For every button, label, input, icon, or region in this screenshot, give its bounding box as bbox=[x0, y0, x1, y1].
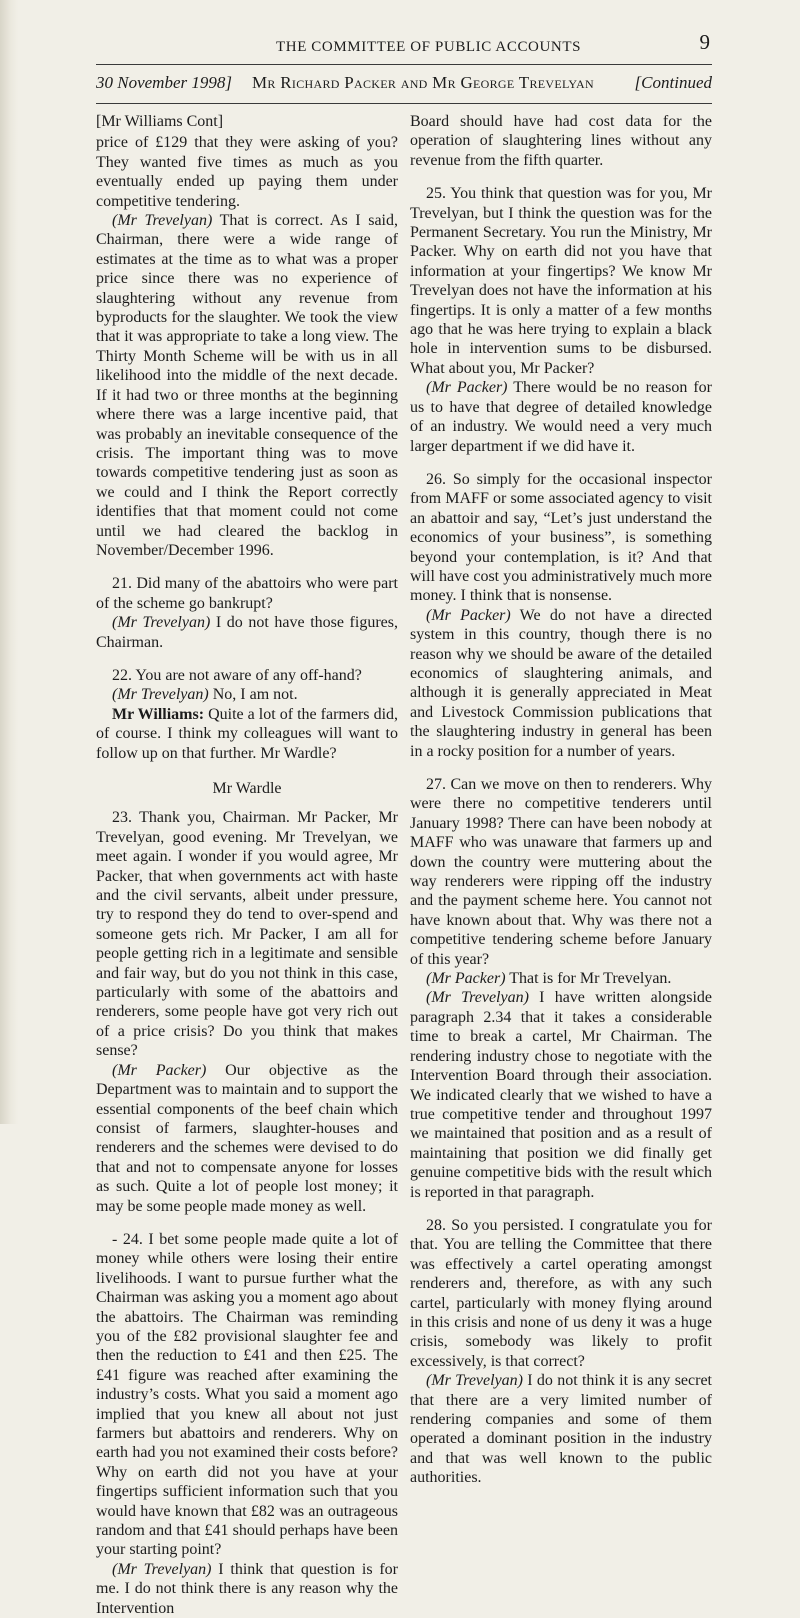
answer-speaker: (Mr Trevelyan) bbox=[112, 614, 211, 632]
continued-label: [Continued bbox=[634, 73, 712, 92]
question-28: 28. So you persisted. I congratulate you for that. You are telling the Committee that there was effectively a cartel operating amongst renderers and, therefore, as with any such cartel, particularly with money flying around in this crisis and none of us deny it was a huge crisis, somebody was likely to profit excessively, is that correct? bbox=[410, 1216, 712, 1370]
answer-speaker: (Mr Trevelyan) bbox=[426, 1372, 524, 1390]
statement-text: Quite a lot of the farmers did, of course. I think my colleagues will want to follow up on that further. Mr Wardle? bbox=[96, 705, 399, 762]
answer-speaker: (Mr Trevelyan) bbox=[426, 989, 529, 1007]
answer-text: We do not have a directed system in this country, though there is no reason why we should be aware of the detailed economics of slaughtering animals, and although it is generally appreciated in Meat and Livestock Commission publications that the slaughtering industry in general has been in a rocky position for a number of years. bbox=[410, 606, 713, 760]
question-25: 25. You think that question was for you, Mr Trevelyan, but I think the question was for the Permanent Secretary. You run the Ministry, Mr Packer. Why on earth did not you have that information at your fingertips? We know Mr Trevelyan does not have the information at his fingertips. It is only a matter of a few months ago that he was here trying to explain a black hole in intervention sums to be disbursed. What about you, Mr Packer? bbox=[410, 185, 712, 377]
witnesses-line: Mr Richard Packer and Mr George Trevelyan bbox=[252, 73, 594, 92]
answer-22 bbox=[96, 685, 398, 704]
right-column bbox=[410, 112, 712, 1488]
answer-25 bbox=[410, 378, 712, 456]
answer-text: That is correct. As I said, Chairman, there were a wide range of estimates at the time as to what was a proper price since there was no experience of slaughtering without any revenue from byproducts for the slaughter. We took the view that it was appropriate to take a long view. The Thirty Month Scheme will be with us in all likelihood into the middle of the next decade. If it had two or three months at the beginning where there was a large incentive paid, that was probably an inevitable consequence of the crisis. The important thing was to move towards competitive tendering just as soon as we could and I think the Report correctly identifies that that moment could not come until we had cleared the backlog in November/December 1996. bbox=[96, 212, 398, 559]
answer-speaker: (Mr Packer) bbox=[426, 970, 506, 988]
sitting-date: 30 November 1998] bbox=[96, 73, 232, 92]
question-27: 27. Can we move on then to renderers. Why were there no competitive tenderers until January 1998? There can have been nobody at MAFF who was unaware that farmers up and down the country were muttering about the way renderers were ripping off the industry and the payment scheme here. You cannot not have known about that. Why was there not a competitive tendering scheme before January of this year? bbox=[410, 776, 712, 968]
answer-text: No, I am not. bbox=[208, 686, 298, 704]
answer-text: That is for Mr Trevelyan. bbox=[505, 970, 672, 988]
section-heading-mr-wardle: Mr Wardle bbox=[212, 780, 282, 797]
answer-23 bbox=[96, 1061, 398, 1216]
answer-21 bbox=[96, 613, 398, 652]
subheader bbox=[96, 73, 712, 97]
question-22: 22. You are not aware of any off-hand? bbox=[112, 666, 362, 684]
answer-speaker: (Mr Packer) bbox=[112, 1061, 207, 1079]
question-23: 23. Thank you, Chairman. Mr Packer, Mr Trevelyan, good evening. Mr Trevelyan, we meet again. I wonder if you would agree, Mr Packer, that when governments act with haste and the civil servants, albeit under pressure, try to respond they do tend to over-spend and someone gets rich. Mr Packer, I am all for people getting rich in a legitimate and sensible and fair way, but do you not think in this case, particularly with some of the abattoirs and renderers, some people have got very rich out of a price crisis? Do you think that makes sense? bbox=[96, 809, 398, 1060]
statement-mr-williams bbox=[96, 705, 398, 763]
answer-speaker: (Mr Trevelyan) bbox=[112, 212, 213, 230]
answer-24-continued: Board should have had cost data for the operation of slaughtering lines without any revenue from the fifth quarter. bbox=[410, 113, 712, 169]
answer-speaker: (Mr Packer) bbox=[426, 606, 511, 624]
question-21: 21. Did many of the abattoirs who were part of the scheme go bankrupt? bbox=[96, 575, 398, 612]
answer-text: I do not think it is any secret that there are a very limited number of rendering companies and some of them operated a dominant position in the industry and that was well known to the public authorities. bbox=[410, 1372, 712, 1487]
answer-28 bbox=[410, 1371, 712, 1487]
answer-26 bbox=[410, 606, 712, 761]
answer-speaker: (Mr Trevelyan) bbox=[112, 1560, 212, 1578]
answer-text: I think that question is for me. I do not think there is any reason why the Intervention bbox=[96, 1560, 398, 1617]
answer-text: Our objective as the Department was to maintain and to support the essential components of the beef chain which consist of farmers, slaughter-houses and renderers and the schemes were devised to do that and not to compensate anyone for losses as such. Quite a lot of people lost money; it may be some people made money as well. bbox=[96, 1061, 399, 1215]
answer-text: I have written alongside paragraph 2.34 that it takes a considerable time to break a cartel, Mr Chairman. The rendering industry chose to negotiate with the Intervention Board through their association. We indicated clearly that we wished to have a true competitive tender and throughout 1997 we maintained that position and as a result of maintaining that position we did finally get genuine competitive bids with the result which is reported in that paragraph. bbox=[410, 989, 712, 1201]
page-number: 9 bbox=[699, 30, 710, 54]
page-edge-shadow bbox=[0, 0, 18, 1124]
answer-text: I do not have those figures, Chairman. bbox=[96, 614, 398, 651]
left-column bbox=[96, 112, 398, 1618]
running-title: THE COMMITTEE OF PUBLIC ACCOUNTS bbox=[276, 39, 582, 55]
question-24: - 24. I bet some people made quite a lot of money while others were losing their entire livelihoods. I want to pursue further what the Chairman was asking you a moment ago about the abattoirs. The Chairman was reminding you of the £82 provisional slaughter fee and then the reduction to £41 and then £25. The £41 figure was reached after examining the industry’s costs. What you said a moment ago implied that you knew all about not just farmers but abattoirs and renderers. Why on earth had you not examined their costs before? Why on earth did not you have at your fingertips sufficient information such that you would have known that £82 was an outrageous random and that £41 should perhaps have been your starting point? bbox=[96, 1230, 398, 1559]
header-rule bbox=[96, 64, 712, 65]
answer-27-packer bbox=[410, 969, 712, 988]
answer-24 bbox=[96, 1560, 398, 1618]
subheader-rule bbox=[96, 103, 712, 104]
answer-speaker: (Mr Packer) bbox=[426, 379, 508, 397]
answer-speaker: (Mr Trevelyan) bbox=[112, 686, 209, 704]
answer-20 bbox=[96, 211, 398, 560]
speaker-name: Mr Williams: bbox=[112, 705, 205, 723]
answer-27-trevelyan bbox=[410, 988, 712, 1201]
question-20-continued: price of £129 that they were asking of you? They wanted five times as much as you eventually ended up paying them under competitive tendering. bbox=[96, 134, 398, 210]
continuation-label: [Mr Williams Cont] bbox=[96, 113, 224, 130]
answer-text: There would be no reason for us to have that degree of detailed knowledge of an industry. We would need a very much larger department if we did have it. bbox=[410, 379, 713, 455]
question-26: 26. So simply for the occasional inspector from MAFF or some associated agency to visit an abattoir and say, “Let’s just understand the economics of your business”, is something beyond your contemplation, is it? And that will have cost you administratively much more money. I think that is nonsense. bbox=[410, 470, 712, 605]
running-head bbox=[96, 30, 714, 62]
